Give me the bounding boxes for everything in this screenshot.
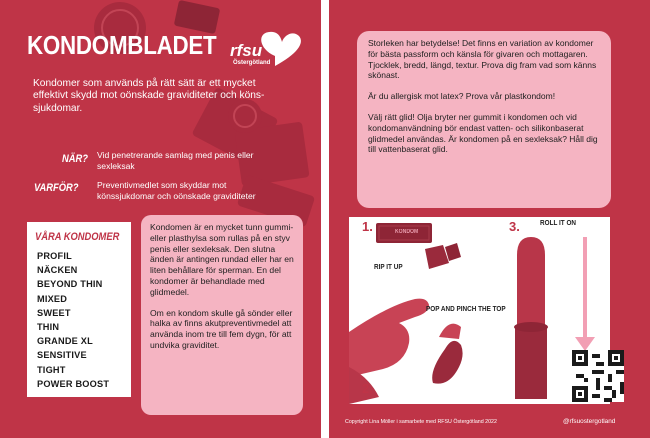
qr-code-icon[interactable] xyxy=(572,350,624,402)
list-item: GRANDE XL xyxy=(37,336,93,347)
when-label: NÄR? xyxy=(62,153,88,165)
list-item: TIGHT xyxy=(37,364,66,375)
hand-illustration xyxy=(349,299,429,377)
step-number: 1. xyxy=(362,219,373,234)
logo-subtitle: Östergötland xyxy=(233,60,271,66)
list-item: MIXED xyxy=(37,293,68,304)
left-panel xyxy=(0,0,321,438)
kondomer-heading: VÅRA KONDOMER xyxy=(35,231,120,243)
list-item: SENSITIVE xyxy=(37,350,87,361)
torn-wrapper-icon xyxy=(425,245,449,269)
info-text xyxy=(150,222,298,361)
down-arrow-icon xyxy=(583,237,587,339)
step-label: POP AND PINCH THE TOP xyxy=(426,304,506,313)
tips-text xyxy=(368,38,604,165)
list-item: SWEET xyxy=(37,307,71,318)
rolled-condom-icon xyxy=(517,237,545,327)
how-to-illustration xyxy=(349,217,610,404)
intro-text: Kondomer som används på rätt sätt är ett mycket effektivt skydd mot oönskade graviditeter och köns-sjukdomar. xyxy=(33,78,265,114)
tip-paragraph: Storleken har betydelse! Det finns en variation av kondomer för bästa passform och känsla för givaren och mottagaren. Tjocklek, bredd, längd, textur. Prova dig fram vad som känns skönast. xyxy=(368,38,597,81)
kondomer-list-box xyxy=(27,222,131,397)
step-number: 2. xyxy=(362,381,373,396)
list-item: PROFIL xyxy=(37,251,72,261)
why-label: VARFÖR? xyxy=(34,182,79,194)
when-text: Vid penetrerande samlag med penis eller sexleksak xyxy=(97,150,254,171)
social-handle: @rfsuostergotland xyxy=(563,418,616,425)
list-item: BEYOND THIN xyxy=(37,279,103,290)
wrapper-label: KONDOM xyxy=(395,229,419,235)
tip-paragraph: Är du allergisk mot latex? Prova vår plastkondom! xyxy=(368,91,556,102)
logo-text: rfsu xyxy=(230,41,263,60)
list-item: NÄCKEN xyxy=(37,265,78,276)
tip-paragraph: Välj rätt glid! Olja bryter ner gummit i kondomen och vid kondomanvändning bör endast vatten- och silikonbaserat glidmedel användas. Är kondomen på en sexleksak? Håll dig till vattenbaserat glid. xyxy=(368,111,598,155)
step-label: RIP IT UP xyxy=(374,262,403,271)
step-number: 3. xyxy=(509,219,520,234)
copyright-text: Copyright Lina Möller i samarbete med RFSU Östergötland 2022 xyxy=(345,419,497,425)
why-text: Preventivmedlet som skyddar mot könssjukdomar och oönskade graviditeter xyxy=(97,180,256,201)
kondomer-list xyxy=(37,249,109,391)
info-paragraph: Om en kondom skulle gå sönder eller halka av finns akutpreventivmedel att använda inom tre till fem dygn, för att undvika graviditet. xyxy=(150,307,293,350)
pinched-condom-icon xyxy=(432,341,462,384)
info-paragraph: Kondomen är en mycket tunn gummi- eller plasthylsa som rullas på en styv penis eller sexleksak. Den slutna änden är antingen rundad eller har en liten behållare för sperman. En del kondomer är behandlade med glidmedel. xyxy=(150,222,294,297)
step-label: ROLL IT ON xyxy=(540,218,577,227)
page-title: KONDOMBLADET xyxy=(27,30,217,60)
list-item: THIN xyxy=(37,322,60,333)
list-item: POWER BOOST xyxy=(37,378,110,389)
